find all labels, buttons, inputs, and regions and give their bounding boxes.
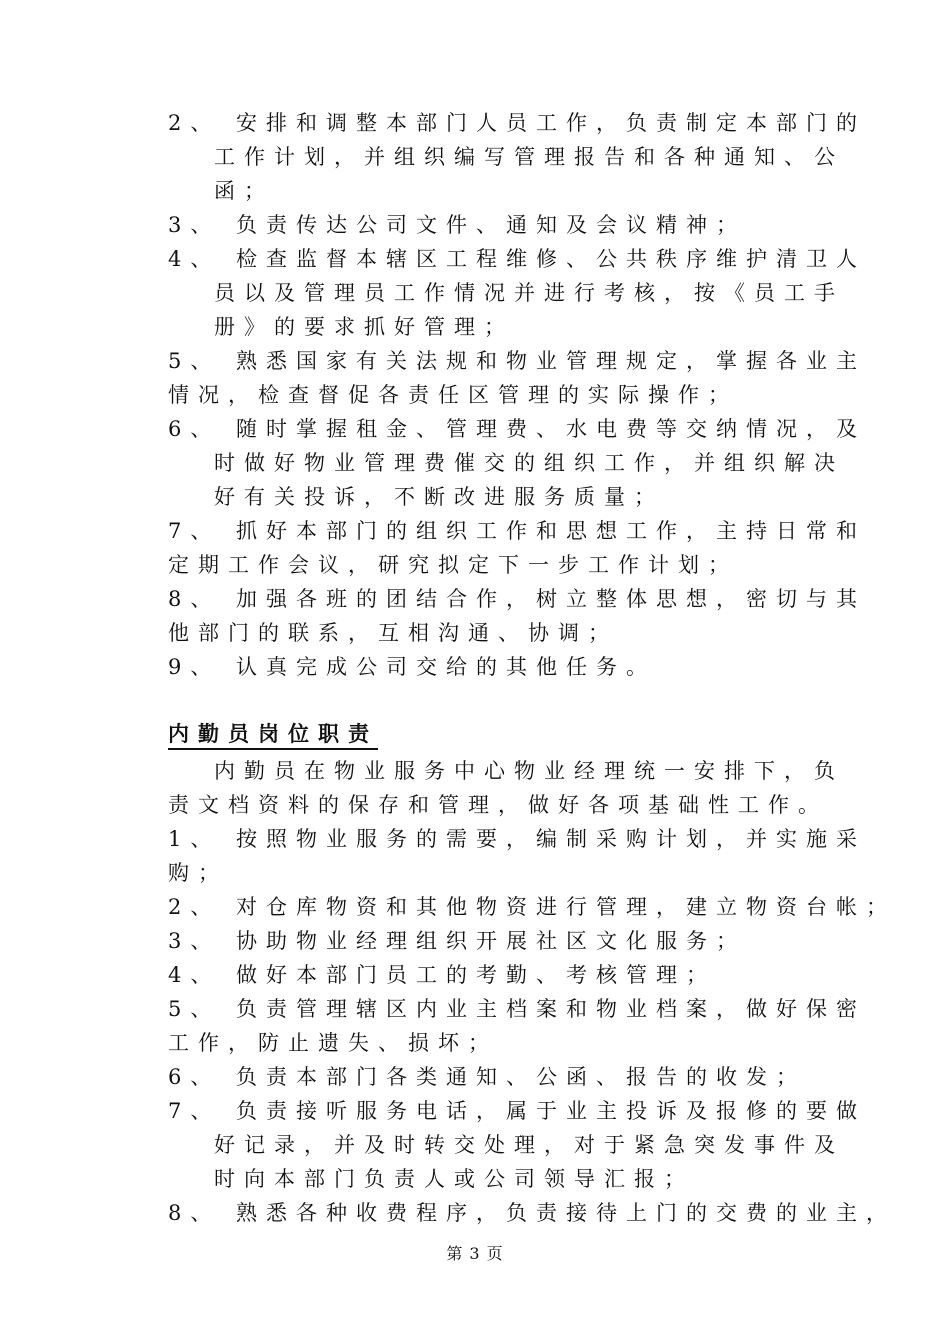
- list-item-continuation: 好记录，并及时转交处理，对于紧急突发事件及: [214, 1133, 844, 1157]
- document-page: [168, 106, 897, 1230]
- section-title: 内勤员岗位职责: [168, 720, 378, 750]
- list-item-continuation: 购；: [168, 861, 228, 885]
- list-item: [168, 242, 868, 344]
- list-item-continuation: 函；: [214, 179, 274, 203]
- list-item-continuation: 定期工作会议，研究拟定下一步工作计划；: [168, 553, 738, 577]
- list-item: [168, 1094, 868, 1196]
- intro-line: 责文档资料的保存和管理，做好各项基础性工作。: [168, 793, 828, 817]
- list-item-continuation: 工作，防止遗失、损坏；: [168, 1031, 498, 1055]
- list-item-line: 5、 熟悉国家有关法规和物业管理规定，掌握各业主: [168, 349, 867, 373]
- list-item-line: 7、 抓好本部门的组织工作和思想工作，主持日常和: [168, 519, 867, 543]
- list-item: [168, 106, 868, 208]
- list-item-continuation: 好有关投诉，不断改进服务质量；: [214, 485, 664, 509]
- section-inner-duties: [168, 718, 897, 1230]
- list-item-line: 3、 协助物业经理组织开展社区文化服务；: [168, 929, 747, 953]
- section-manager-duties-list: [168, 106, 868, 684]
- list-item: [168, 924, 868, 958]
- list-item: [168, 1060, 868, 1094]
- list-item-line: 4、 做好本部门员工的考勤、考核管理；: [168, 963, 717, 987]
- list-item-continuation: 他部门的联系，互相沟通、协调；: [168, 621, 618, 645]
- list-item-line: 6、 随时掌握租金、管理费、水电费等交纳情况，及: [168, 417, 867, 441]
- list-item-line: 2、 安排和调整本部门人员工作，负责制定本部门的: [168, 111, 867, 135]
- duties-list: [168, 822, 897, 1230]
- list-item-line: 4、 检查监督本辖区工程维修、公共秩序维护清卫人: [168, 247, 867, 271]
- list-item-line: 8、 熟悉各种收费程序，负责接待上门的交费的业主，: [168, 1201, 897, 1225]
- list-item-line: 2、 对仓库物资和其他物资进行管理，建立物资台帐；: [168, 895, 897, 919]
- list-item-line: 1、 按照物业服务的需要，编制采购计划，并实施采: [168, 827, 867, 851]
- list-item-continuation: 册》的要求抓好管理；: [214, 315, 514, 339]
- list-item-continuation: 时向本部门负责人或公司领导汇报；: [214, 1167, 694, 1191]
- list-item: [168, 650, 868, 684]
- list-item-continuation: 时做好物业管理费催交的组织工作，并组织解决: [214, 451, 844, 475]
- list-item: [168, 208, 868, 242]
- list-item-line: 3、 负责传达公司文件、通知及会议精神；: [168, 213, 747, 237]
- list-item: [168, 412, 868, 514]
- list-item-continuation: 工作计划，并组织编写管理报告和各种通知、公: [214, 145, 844, 169]
- list-item: [168, 958, 868, 992]
- page-number: 第 3 页: [446, 1244, 504, 1263]
- list-item-line: 7、 负责接听服务电话，属于业主投诉及报修的要做: [168, 1099, 867, 1123]
- list-item-line: 6、 负责本部门各类通知、公函、报告的收发；: [168, 1065, 807, 1089]
- list-item-line: 8、 加强各班的团结合作，树立整体思想，密切与其: [168, 587, 867, 611]
- list-item: [168, 344, 868, 412]
- list-item: [168, 890, 897, 924]
- list-item-line: 5、 负责管理辖区内业主档案和物业档案，做好保密: [168, 997, 867, 1021]
- list-item: [168, 582, 868, 650]
- list-item: [168, 822, 868, 890]
- section-gap: [168, 684, 868, 718]
- list-item: [168, 514, 868, 582]
- list-item: [168, 992, 868, 1060]
- list-item-line: 9、 认真完成公司交给的其他任务。: [168, 655, 657, 679]
- list-item: [168, 1196, 897, 1230]
- intro-line: 内勤员在物业服务中心物业经理统一安排下，负: [214, 759, 844, 783]
- list-item-continuation: 情况，检查督促各责任区管理的实际操作；: [168, 383, 738, 407]
- list-item-continuation: 员以及管理员工作情况并进行考核，按《员工手: [214, 281, 844, 305]
